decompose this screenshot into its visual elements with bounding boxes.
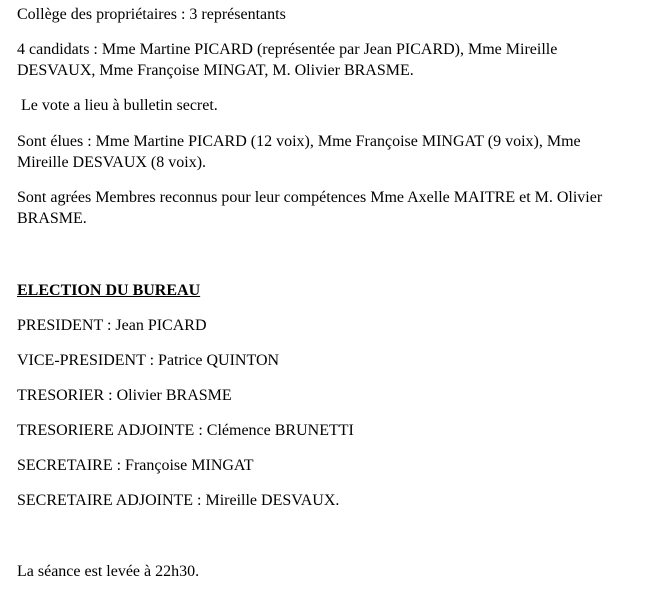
- bureau-secretaire: SECRETAIRE : Françoise MINGAT: [17, 457, 254, 474]
- elected-line-2: Mireille DESVAUX (8 voix).: [17, 154, 207, 171]
- bureau-heading: ELECTION DU BUREAU: [17, 282, 201, 299]
- vote-line: Le vote a lieu à bulletin secret.: [17, 97, 218, 114]
- bureau-tresorier: TRESORIER : Olivier BRASME: [17, 387, 232, 404]
- closing-line: La séance est levée à 22h30.: [17, 563, 200, 580]
- bureau-president: PRESIDENT : Jean PICARD: [17, 317, 207, 334]
- bureau-secretaire-adjointe: SECRETAIRE ADJOINTE : Mireille DESVAUX.: [17, 492, 340, 509]
- members-line-2: BRASME.: [17, 210, 87, 227]
- candidates-line-2: DESVAUX, Mme Françoise MINGAT, M. Olivier BRASME.: [17, 62, 414, 79]
- bureau-tresoriere-adjointe: TRESORIERE ADJOINTE : Clémence BRUNETTI: [17, 422, 354, 439]
- elected-line-1: Sont élues : Mme Martine PICARD (12 voix), Mme Françoise MINGAT (9 voix), Mme: [17, 133, 581, 150]
- candidates-line-1: 4 candidats : Mme Martine PICARD (représentée par Jean PICARD), Mme Mireille: [17, 41, 558, 58]
- college-line: Collège des propriétaires : 3 représentants: [17, 6, 286, 23]
- members-line-1: Sont agrées Membres reconnus pour leur compétences Mme Axelle MAITRE et M. Olivier: [17, 189, 603, 206]
- bureau-vice-president: VICE-PRESIDENT : Patrice QUINTON: [17, 352, 280, 369]
